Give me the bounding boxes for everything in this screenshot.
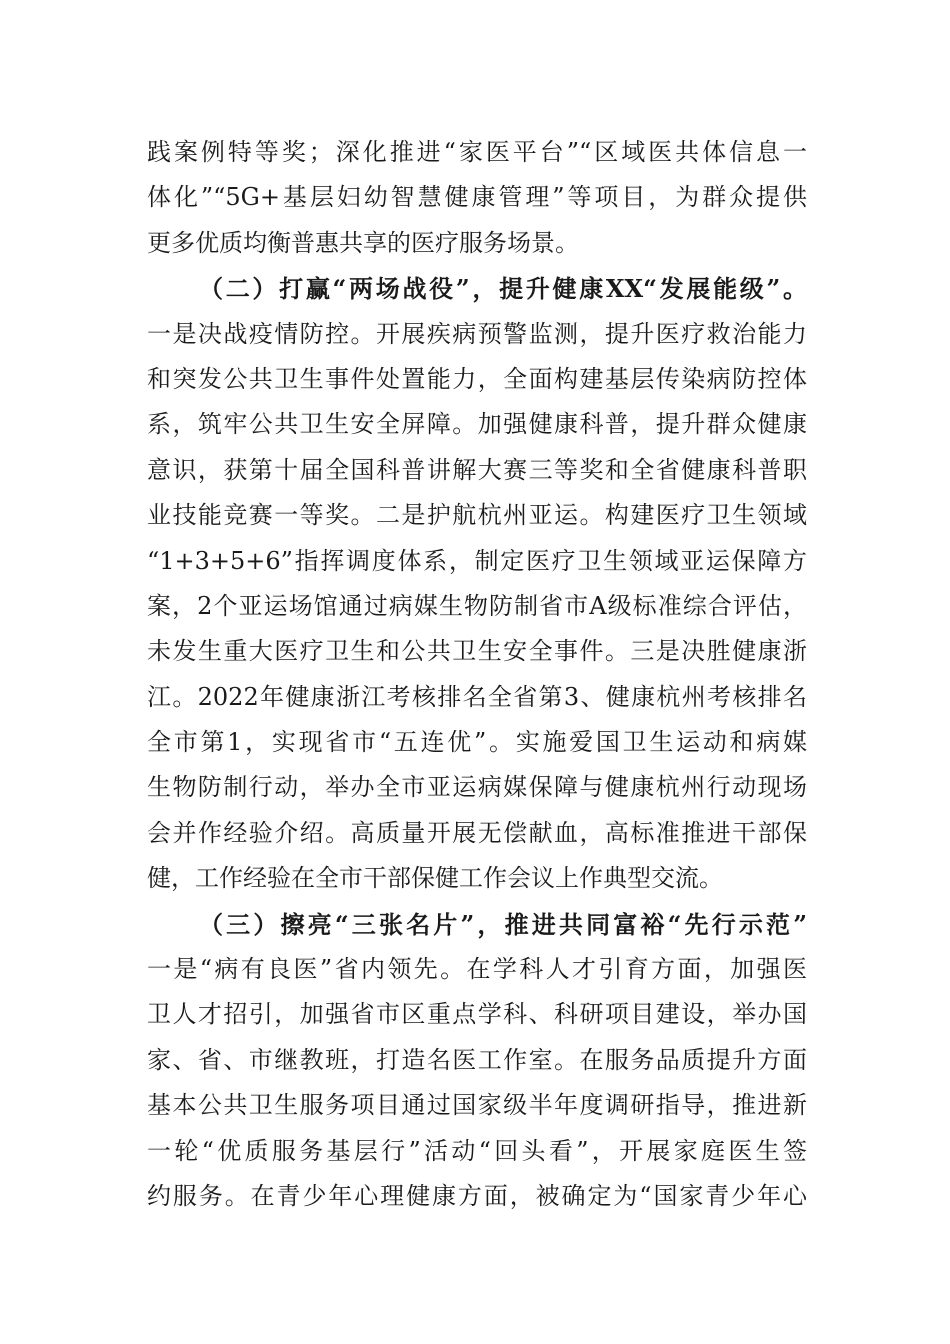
- section-heading-2: （二）打赢“两场战役”，提升健康XX“发展能级”。: [199, 274, 807, 304]
- section-heading-3: （三）擦亮“三张名片”，推进共同富裕“先行示范”: [199, 909, 807, 939]
- text-line: 系，筑牢公共卫生安全屏障。加强健康科普，提升群众健康: [147, 410, 807, 439]
- text-line: “1+3+5+6”指挥调度体系，制定医疗卫生领域亚运保障方: [147, 546, 807, 575]
- text-line: 卫人才招引，加强省市区重点学科、科研项目建设，举办国: [147, 1000, 807, 1029]
- text-line: 践案例特等奖；深化推进“家医平台”“区域医共体信息一: [147, 138, 807, 166]
- text-line: 约服务。在青少年心理健康方面，被确定为“国家青少年心: [147, 1181, 807, 1210]
- document-page: [147, 130, 807, 1219]
- text-line: 意识，获第十届全国科普讲解大赛三等奖和全省健康科普职: [147, 455, 807, 484]
- text-line: 和突发公共卫生事件处置能力，全面构建基层传染病防控体: [147, 364, 807, 393]
- text-line: 业技能竞赛一等奖。二是护航杭州亚运。构建医疗卫生领域: [147, 501, 807, 530]
- text-line: 未发生重大医疗卫生和公共卫生安全事件。三是决胜健康浙: [147, 637, 807, 666]
- text-line: 江。2022年健康浙江考核排名全省第3、健康杭州考核排名: [147, 682, 807, 711]
- text-line: 更多优质均衡普惠共享的医疗服务场景。: [147, 228, 579, 257]
- text-line: 健，工作经验在全市干部保健工作会议上作典型交流。: [147, 864, 723, 893]
- text-line: 一是“病有良医”省内领先。在学科人才引育方面，加强医: [147, 955, 807, 984]
- text-line: 生物防制行动，举办全市亚运病媒保障与健康杭州行动现场: [147, 773, 807, 802]
- text-line: 家、省、市继教班，打造名医工作室。在服务品质提升方面: [147, 1045, 807, 1074]
- text-line: 会并作经验介绍。高质量开展无偿献血，高标准推进干部保: [147, 818, 807, 847]
- text-line: 一是决战疫情防控。开展疾病预警监测，提升医疗救治能力: [147, 319, 807, 348]
- text-line: 体化”“5G+基层妇幼智慧健康管理”等项目，为群众提供: [147, 183, 807, 212]
- text-line: 一轮“优质服务基层行”活动“回头看”，开展家庭医生签: [147, 1136, 807, 1165]
- text-line: 基本公共卫生服务项目通过国家级半年度调研指导，推进新: [147, 1091, 807, 1120]
- text-line: 案，2个亚运场馆通过病媒生物防制省市A级标准综合评估，: [147, 591, 807, 620]
- text-line: 全市第1，实现省市“五连优”。实施爱国卫生运动和病媒: [147, 728, 807, 757]
